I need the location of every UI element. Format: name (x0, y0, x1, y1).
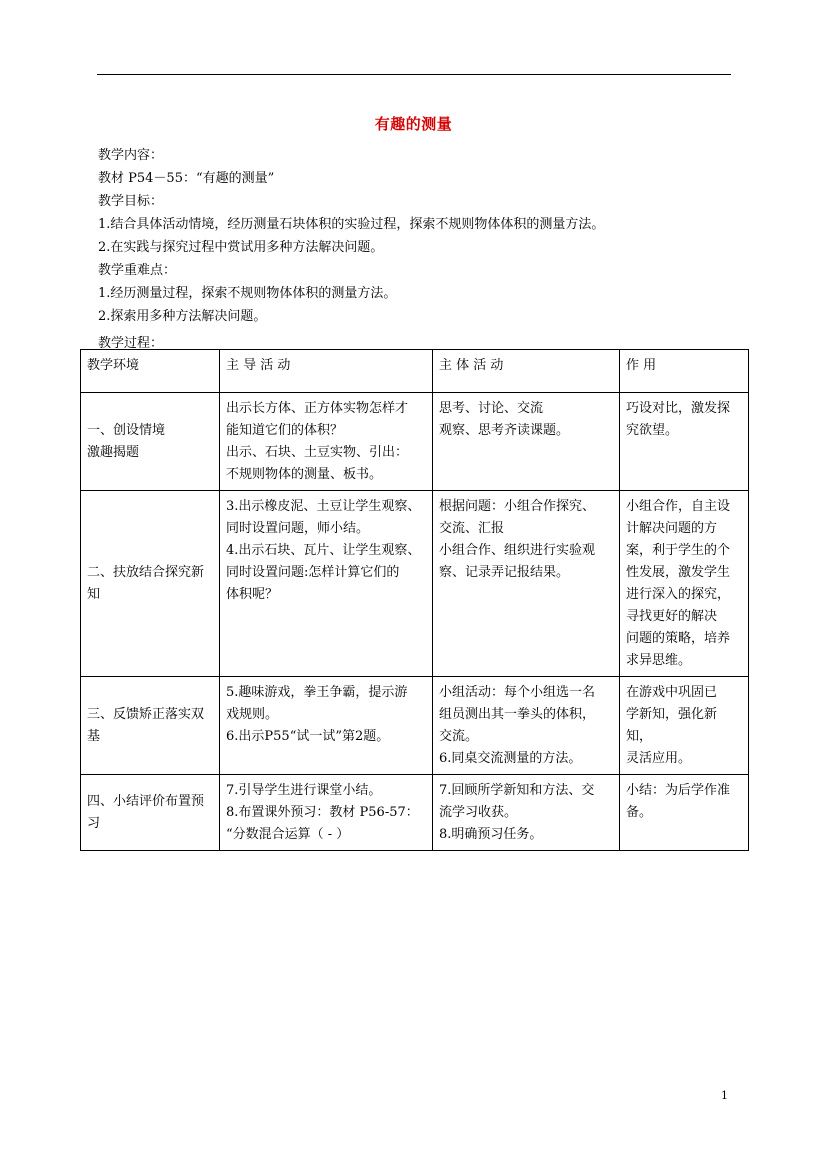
lead-activity-cell: 7.引导学生进行课堂小结。 8.布置课外预习：教材 P56-57： “分数混合运算（ - ） (220, 775, 433, 851)
role-cell: 小组合作，自主设 计解决问题的方 案，利于学生的个 性发展，激发学生 进行深入的探究， 寻找更好的解决 问题的策略，培养 求异思维。 (620, 491, 749, 677)
main-activity-cell: 思考、讨论、交流 观察、思考齐读课题。 (433, 393, 620, 491)
process-heading: 教学过程： (98, 336, 164, 351)
table-row (81, 775, 749, 851)
role-cell: 小结：为后学作准 备。 (620, 775, 749, 851)
header-rule (97, 74, 731, 75)
lesson-table (80, 349, 749, 851)
lead-activity-cell: 5.趣味游戏，拳王争霸，提示游 戏规则。 6.出示P55“试一试”第2题。 (220, 677, 433, 775)
key-heading: 教学重难点： (98, 263, 177, 278)
stage-cell: 一、创设情境 激趣揭题 (81, 393, 220, 491)
header-cell: 主 体 活 动 (433, 350, 620, 393)
lead-activity-cell: 3.出示橡皮泥、土豆让学生观察、 同时设置问题，师小结。 4.出示石块、瓦片、让学生观察、 同时设置问题:怎样计算它们的 体积呢？ (220, 491, 433, 677)
main-activity-cell: 小组活动：每个小组选一名 组员测出其一拳头的体积， 交流。 6.同桌交流测量的方法。 (433, 677, 620, 775)
main-activity-cell: 根据问题：小组合作探究、 交流、汇报 小组合作、组织进行实验观 察、记录弄记报结果。 (433, 491, 620, 677)
goal-item: 2.在实践与探究过程中赏试用多种方法解决问题。 (98, 240, 384, 255)
page-number: 1 (721, 1089, 728, 1102)
goal-item: 1.结合具体活动情境，经历测量石块体积的实验过程，探索不规则物体体积的测量方法。 (98, 217, 605, 232)
table-row (81, 677, 749, 775)
document-title: 有趣的测量 (374, 115, 453, 133)
main-activity-cell: 7.回顾所学新知和方法、交 流学习收获。 8.明确预习任务。 (433, 775, 620, 851)
header-cell: 教学环境 (81, 350, 220, 393)
content-heading: 教学内容： (98, 148, 164, 163)
header-cell: 主 导 活 动 (220, 350, 433, 393)
role-cell: 在游戏中巩固已 学新知，强化新知， 灵活应用。 (620, 677, 749, 775)
role-cell: 巧设对比，激发探 究欲望。 (620, 393, 749, 491)
table-header-row (81, 350, 749, 393)
stage-cell: 四、小结评价布置预 习 (81, 775, 220, 851)
intro-section (98, 144, 738, 355)
header-cell: 作 用 (620, 350, 749, 393)
stage-cell: 二、扶放结合探究新 知 (81, 491, 220, 677)
goal-heading: 教学目标： (98, 194, 164, 209)
table-row (81, 393, 749, 491)
table-row (81, 491, 749, 677)
stage-cell: 三、反馈矫正落实双 基 (81, 677, 220, 775)
key-item: 2.探索用多种方法解决问题。 (98, 309, 267, 324)
lead-activity-cell: 出示长方体、正方体实物怎样才 能知道它们的体积？ 出示、石块、土豆实物、引出： 不规则物体的测量、板书。 (220, 393, 433, 491)
key-item: 1.经历测量过程，探索不规则物体体积的测量方法。 (98, 286, 397, 301)
content-text: 教材 P54－55：“有趣的测量” (98, 171, 275, 186)
